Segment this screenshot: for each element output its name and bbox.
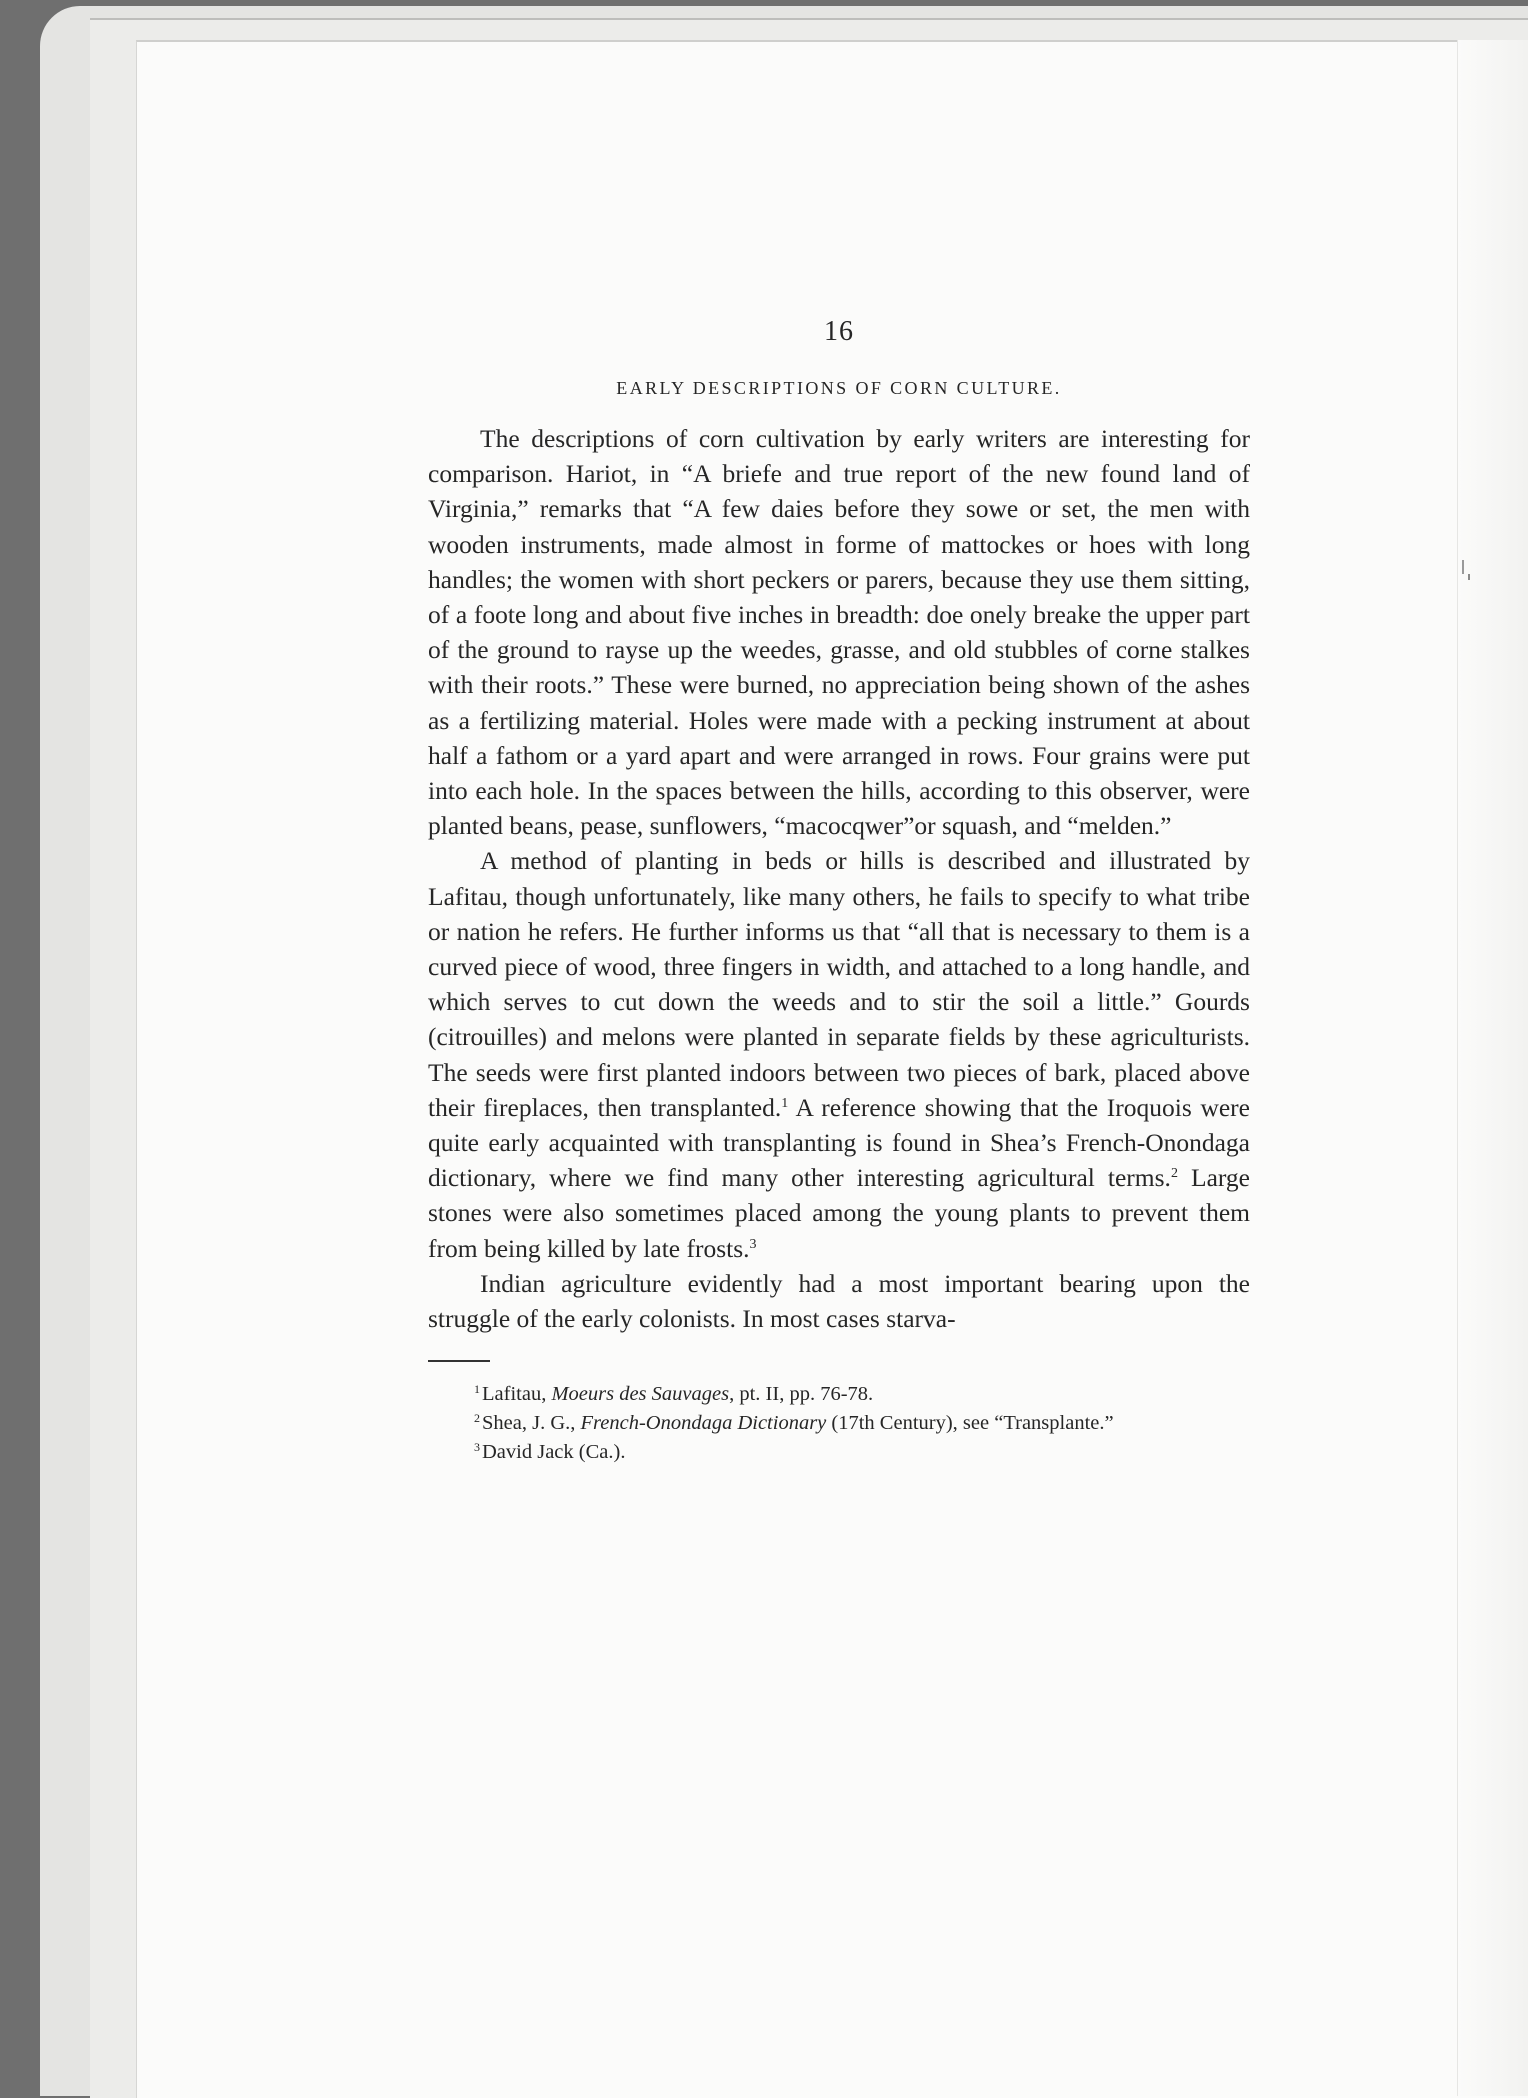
footnote-reference: 2 [1170,1166,1178,1182]
text-run: A reference showing that the Iroquois were quite early acquainted with transplanting is found in Shea’s French-Onondaga dictionary, where we find many other interesting agricultural terms. [428,1092,1250,1193]
footnote-reference: 1 [781,1095,789,1111]
italic-title: French-Onondaga Dictionary [580,1412,827,1435]
text-run: , pt. II, pp. 76-78. [729,1383,874,1406]
footnote-reference: 2 [474,1411,480,1426]
footnote [428,1409,1250,1438]
paragraph [428,1266,1250,1336]
text-run: A method of planting in beds or hills is described and illustrated by Lafitau, though unfortunately, like many others, he fails to specify to what tribe or nation he refers. He further informs us that “all that is necessary to them is a curved piece of wood, three fingers in width, and attached to a long handle, and which serves to cut down the weeds and to stir the soil a little.” Gourds (citrouilles) and melons were planted in separate fields by these agriculturists. The seeds were first planted indoors between two pieces of bark, placed above their fireplaces, then transplanted. [428,846,1250,1122]
footnote [428,1380,1250,1409]
footnote-divider [428,1360,490,1362]
italic-title: Moeurs des Sauvages [551,1383,730,1406]
paragraph [428,421,1250,843]
page-content [428,300,1250,1467]
page-gutter-shadow [1457,40,1528,2096]
text-run: Indian agriculture evidently had a most important bearing upon the struggle of the early colonists. In most cases starva- [428,1268,1250,1334]
text-run: (17th Century), see “Transplante.” [826,1412,1114,1435]
footnote [428,1438,1250,1467]
footnote-reference: 3 [749,1236,757,1252]
paragraph [428,843,1250,1265]
footnotes [428,1380,1250,1467]
text-run: David Jack (Ca.). [482,1441,626,1464]
page-number: 16 [824,316,854,347]
margin-mark [1462,560,1464,574]
text-run: The descriptions of corn cultivation by early writers are interesting for comparison. Hariot, in “A briefe and true report of the new found land of Virginia,” remarks that “A few daies before they sowe or set, the men with wooden instruments, made almost in forme of mattockes or hoes with long handles; the women with short peckers or parers, because they use them sitting, of a foote long and about five inches in breadth: doe onely breake the upper part of the ground to rayse up the weedes, grasse, and old stubbles of corne stalkes with their roots.” These were burned, no appreciation being shown of the ashes as a fertilizing material. Holes were made with a pecking instrument at about half a fathom or a yard apart and were arranged in rows. Four grains were put into each hole. In the spaces between the hills, according to this observer, were planted beans, pease, sunflowers, “macocqwer”or squash, and “melden.” [428,424,1250,841]
text-run: Lafitau, [482,1383,552,1406]
footnote-reference: 3 [474,1440,480,1455]
body-text [428,421,1250,1336]
text-run: Large stones were also sometimes placed among the young plants to prevent them from being killed by late frosts. [428,1163,1250,1263]
text-run: Shea, J. G., [482,1412,581,1435]
footnote-reference: 1 [474,1382,480,1397]
margin-mark [1468,574,1470,580]
section-heading: EARLY DESCRIPTIONS OF CORN CULTURE. [616,378,1062,398]
